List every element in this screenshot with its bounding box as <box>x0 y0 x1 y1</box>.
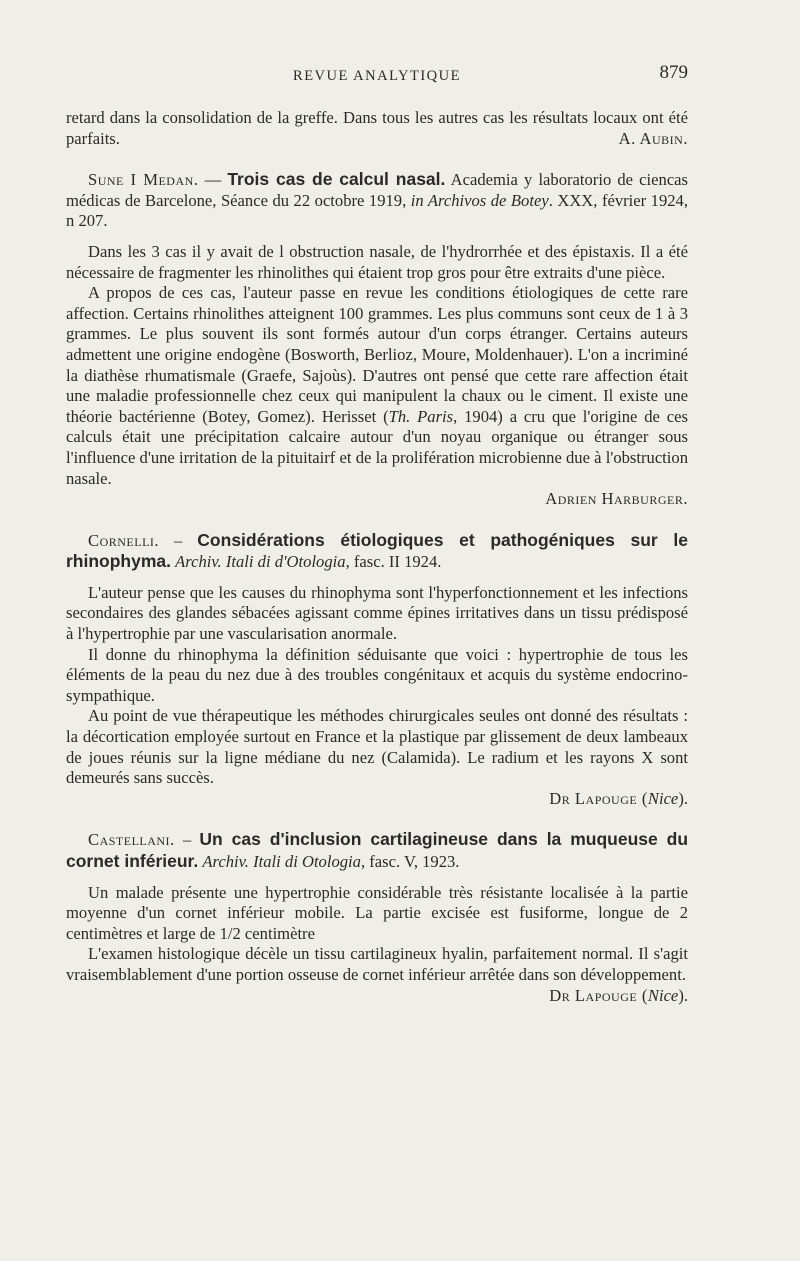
article-author: Cornelli. <box>88 530 160 550</box>
heading-separator: – <box>159 530 198 550</box>
article-author: Sune I Medan. <box>88 170 199 190</box>
page-header <box>66 62 688 92</box>
article-title: Considérations étiologiques et pathogéniques sur le rhinophyma. <box>66 529 689 572</box>
article-heading <box>66 169 688 232</box>
article-author: Castellani. <box>88 830 175 850</box>
article-paragraph: L'examen histologique décèle un tissu cartilagineux hyalin, parfaitement normal. Il s'agit vraisemblablement d'une portion osseuse de cornet inférieur arrêtée dans son développement. <box>66 944 688 984</box>
article-journal: Archiv. Itali di d'Otologia <box>175 552 346 572</box>
page-body <box>66 108 688 1006</box>
heading-separator: – <box>174 830 200 850</box>
signature-place: Nice <box>647 985 679 1005</box>
review-article-1 <box>66 169 688 510</box>
signature-suffix: ). <box>678 788 688 808</box>
signature-name: A. Aubin. <box>618 128 688 148</box>
paragraph-italic: Th. Paris <box>388 406 454 426</box>
article-signature <box>66 489 688 510</box>
heading-separator: — <box>198 170 228 190</box>
article-journal: in Archivos de Botey <box>410 190 549 210</box>
article-citation-end: , fasc. V, 1923. <box>360 852 460 871</box>
signature-name: Dr Lapouge ( <box>549 788 648 808</box>
article-citation-end: , fasc. II 1924. <box>345 552 442 572</box>
article-journal: Archiv. Itali di Otologia <box>202 852 361 871</box>
article-paragraph: Au point de vue thérapeutique les méthodes chirurgicales seules ont donné des résultats : la décortication employée surtout en France et la plastique par glissement de deux lambeaux de joues réunis sur la ligne médiane du nez (Calamida). Le radium et les rayons X sont demeurés sans succès. <box>66 706 688 788</box>
review-continuation <box>66 108 688 149</box>
signature-place: Nice <box>647 788 679 808</box>
article-title: Un cas d'inclusion cartilagineuse dans la muqueuse du cornet inférieur. <box>66 829 689 871</box>
article-signature <box>66 986 688 1007</box>
signature-name: Dr Lapouge ( <box>549 985 648 1005</box>
article-paragraph: L'auteur pense que les causes du rhinophyma sont l'hyperfonctionnement et les infections secondaires des glandes sébacées agissant comme épines irritatives dans un tissu prédisposé à l'hypertrophie par une vascularisation anormale. <box>66 582 688 644</box>
signature-suffix: ). <box>678 985 688 1005</box>
article-paragraph: Un malade présente une hypertrophie considérable très résistante localisée à la partie moyenne d'un cornet inférieur mobile. La partie excisée est fusiforme, longue de 2 centimètres et large de 1/2 centimètre <box>66 882 688 943</box>
signature-name: Adrien Harburger. <box>545 489 688 509</box>
article-title: Trois cas de calcul nasal. <box>227 169 446 190</box>
continuation-signature <box>66 129 688 150</box>
article-citation-end: . XXX, février 1924, n 207. <box>66 190 689 231</box>
running-head: REVUE ANALYTIQUE <box>293 68 461 84</box>
review-article-2 <box>66 530 688 810</box>
article-signature <box>66 789 688 810</box>
article-paragraph: Dans les 3 cas il y avait de l obstruction nasale, de l'hydrorrhée et des épistaxis. Il a été nécessaire de fragmenter les rhinolithes qui étaient trop gros pour être extraits d'une pièce. <box>66 241 688 282</box>
article-citation: Academia y laboratorio de ciencas médicas de Barcelone, Séance du 22 octobre 1919, <box>66 170 689 210</box>
article-paragraph: Il donne du rhinophyma la définition séduisante que voici : hypertrophie de tous les éléments de la peau du nez due à des troubles congénitaux et acquis du système endocrino-sympathique. <box>66 644 688 705</box>
article-heading <box>66 829 688 872</box>
paragraph-text-end: , 1904) a cru que l'origine de ces calculs était une précipitation calcaire autour d'un noyau organique ou étranger sous l'influence d'une irritation de la pituitairf et de la prolifération microbienne due à l'obstruction nasale. <box>66 406 688 488</box>
paragraph-text: A propos de ces cas, l'auteur passe en revue les conditions étiologiques de cette rare affection. Certains rhinolithes atteignent 100 grammes. Les plus communs sont ceux de 1 à 3 grammes. Le plus souvent ils sont formés autour d'un corps étranger. Certains auteurs admettent une origine endogène (Bosworth, Berlioz, Moure, Moldenhauer). L'on a incriminé la diathèse rhumatismale (Graefe, Sajoùs). D'autres ont pensé que cette rare affection était une maladie professionnelle chez ceux qui manipulent la chaux ou le ciment. Il existe une théorie bactérienne (Botey, Gomez). Herisset ( <box>66 283 688 426</box>
article-heading <box>66 530 688 573</box>
review-article-3 <box>66 829 688 1006</box>
continuation-text: retard dans la consolidation de la greffe. Dans tous les autres cas les résultats locaux ont été parfaits. <box>66 108 688 148</box>
page-number: 879 <box>659 62 688 83</box>
article-paragraph <box>66 283 688 489</box>
